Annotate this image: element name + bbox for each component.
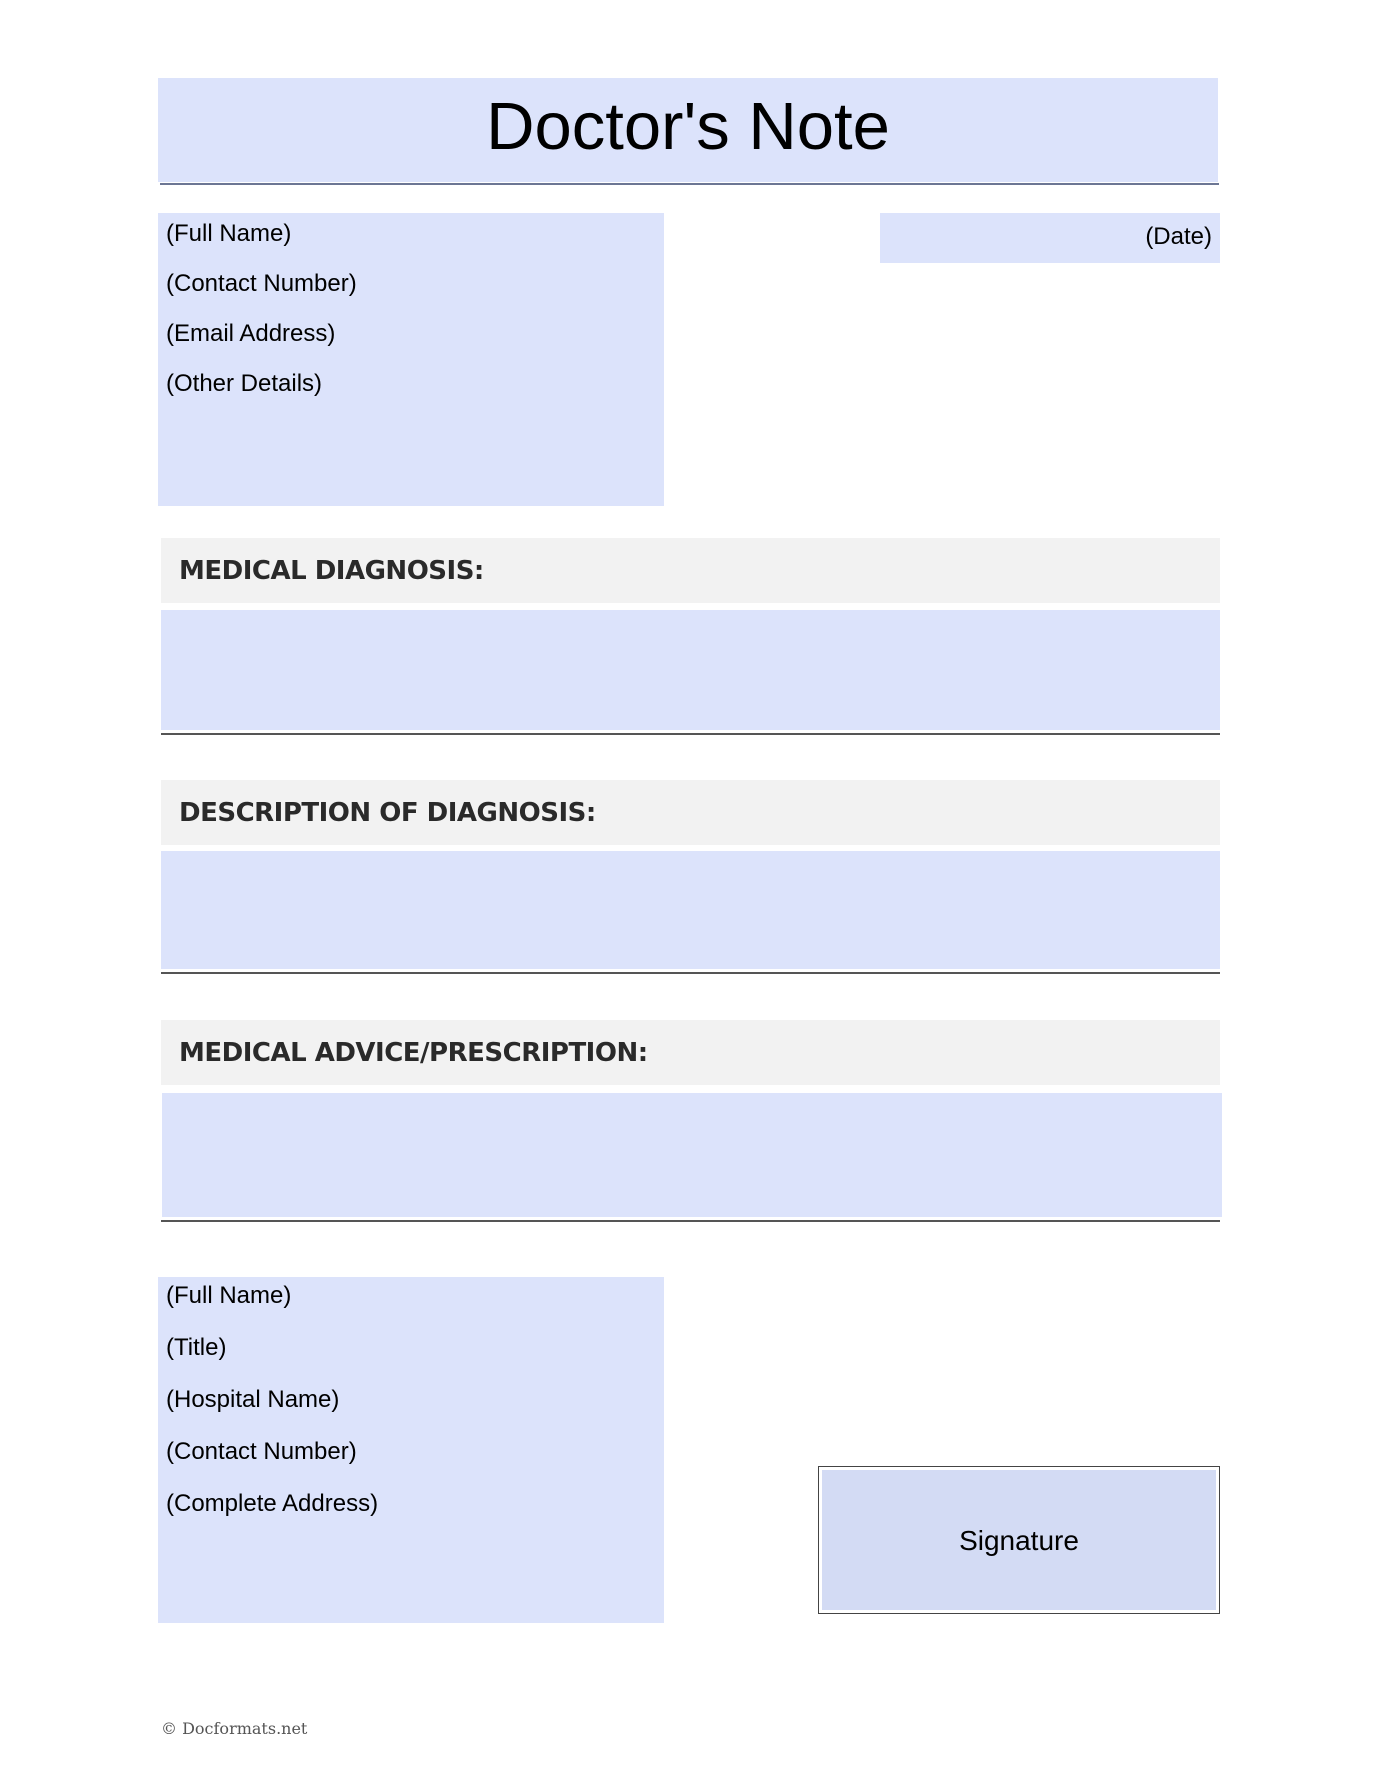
doctor-hospital-name: (Hospital Name) — [166, 1386, 340, 1413]
signature-field[interactable] — [818, 1466, 1220, 1614]
patient-info-field[interactable] — [158, 213, 664, 506]
date-field[interactable] — [880, 213, 1220, 263]
title-divider — [160, 183, 1219, 185]
medical-advice-field[interactable] — [162, 1093, 1222, 1217]
description-of-diagnosis-divider — [161, 972, 1220, 974]
doctor-info-field[interactable] — [158, 1277, 664, 1623]
description-of-diagnosis-header — [161, 780, 1220, 845]
document-title: Doctor's Note — [486, 89, 890, 164]
patient-email-address: (Email Address) — [166, 320, 336, 347]
medical-diagnosis-header — [161, 538, 1220, 603]
medical-advice-heading: MEDICAL ADVICE/PRESCRIPTION: — [179, 1038, 648, 1068]
description-of-diagnosis-heading: DESCRIPTION OF DIAGNOSIS: — [179, 798, 596, 828]
medical-advice-divider — [161, 1220, 1220, 1222]
patient-other-details: (Other Details) — [166, 370, 323, 397]
date-placeholder: (Date) — [1145, 223, 1212, 250]
signature-area — [822, 1470, 1216, 1610]
doctor-complete-address: (Complete Address) — [166, 1490, 379, 1517]
doctor-title: (Title) — [166, 1334, 227, 1361]
patient-contact-number: (Contact Number) — [166, 270, 357, 297]
doctor-contact-number: (Contact Number) — [166, 1438, 357, 1465]
signature-label: Signature — [959, 1525, 1079, 1556]
patient-full-name: (Full Name) — [166, 220, 292, 247]
medical-diagnosis-heading: MEDICAL DIAGNOSIS: — [179, 556, 484, 586]
copyright-footer: © Docformats.net — [161, 1719, 308, 1738]
medical-diagnosis-divider — [161, 733, 1220, 735]
doctor-full-name: (Full Name) — [166, 1282, 292, 1309]
medical-advice-header — [161, 1020, 1220, 1085]
description-of-diagnosis-field[interactable] — [161, 851, 1220, 969]
medical-diagnosis-field[interactable] — [161, 610, 1220, 730]
